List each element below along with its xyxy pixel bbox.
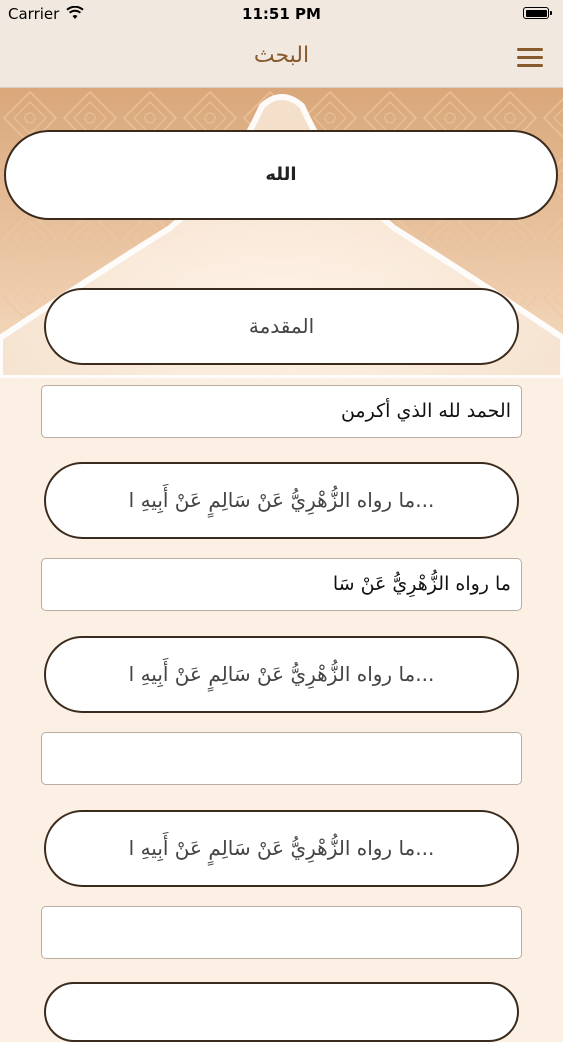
status-bar xyxy=(0,0,563,30)
result-snippet: الحمد لله الذي أكرمن xyxy=(41,385,522,438)
result-title-button[interactable]: ما رواه الزُّهْرِيُّ عَنْ سَالِمٍ عَنْ أَبِيهِ ا... xyxy=(44,810,519,887)
result-title-button[interactable]: المقدمة xyxy=(44,288,519,365)
result-title-button[interactable]: ما رواه الزُّهْرِيُّ عَنْ سَالِمٍ عَنْ أَبِيهِ ا... xyxy=(44,636,519,713)
result-snippet xyxy=(41,906,522,959)
result-snippet: ما رواه الزُّهْرِيُّ عَنْ سَا xyxy=(41,558,522,611)
result-snippet xyxy=(41,732,522,785)
navigation-bar xyxy=(0,30,563,88)
carrier-label: Carrier xyxy=(8,5,60,23)
result-title-button[interactable]: ما رواه الزُّهْرِيُّ عَنْ سَالِمٍ عَنْ أَبِيهِ ا... xyxy=(44,462,519,539)
clock: 11:51 PM xyxy=(242,5,321,23)
battery-fill xyxy=(526,10,547,17)
result-title-button-partial[interactable] xyxy=(44,982,519,1042)
search-input[interactable]: الله xyxy=(4,130,558,220)
battery-icon xyxy=(523,7,549,19)
page-title: البحث xyxy=(253,43,310,68)
hamburger-menu-icon[interactable] xyxy=(517,48,543,68)
